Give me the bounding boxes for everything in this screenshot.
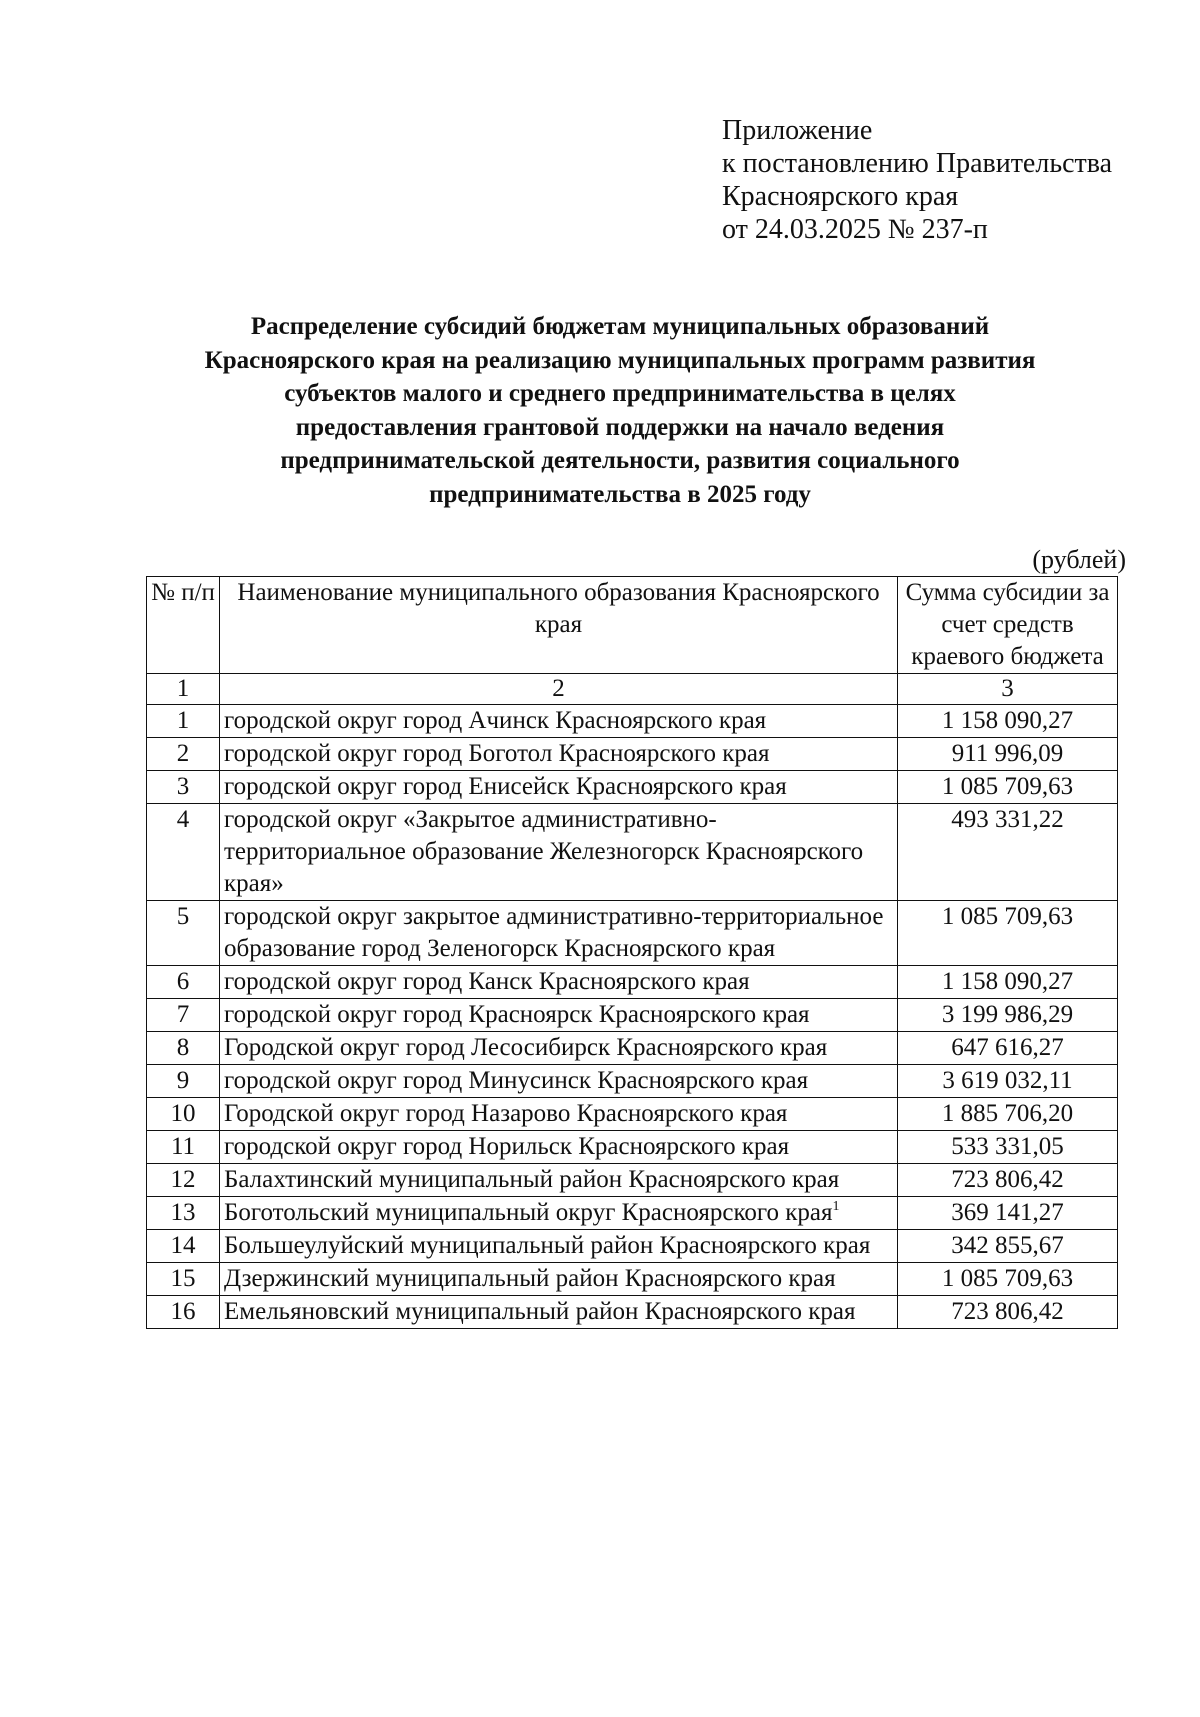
subsidy-amount: 1 885 706,20 — [898, 1098, 1118, 1131]
municipality-name: городской округ город Ачинск Красноярского края — [224, 707, 767, 734]
municipality-name: Городской округ город Назарово Красноярского края — [224, 1100, 788, 1127]
row-number: 1 — [147, 705, 220, 738]
subsidy-amount: 369 141,27 — [898, 1197, 1118, 1230]
table-row — [147, 1296, 1118, 1329]
table-row — [147, 1197, 1118, 1230]
table-row — [147, 1065, 1118, 1098]
subsidy-amount: 342 855,67 — [898, 1230, 1118, 1263]
row-number: 3 — [147, 771, 220, 804]
municipality-name-cell — [220, 1197, 898, 1230]
row-number: 16 — [147, 1296, 220, 1329]
municipality-name: Дзержинский муниципальный район Красноярского края — [224, 1265, 836, 1292]
municipality-name-cell — [220, 1098, 898, 1131]
subsidy-amount: 647 616,27 — [898, 1032, 1118, 1065]
subsidy-amount: 1 158 090,27 — [898, 966, 1118, 999]
subsidy-amount: 3 619 032,11 — [898, 1065, 1118, 1098]
title-line: Красноярского края на реализацию муниципальных программ развития — [204, 346, 1036, 374]
municipality-name-cell — [220, 1296, 898, 1329]
header-sum: Сумма субсидии за счет средств краевого бюджета — [898, 577, 1118, 674]
column-index-row — [147, 674, 1118, 705]
subsidy-amount: 1 085 709,63 — [898, 901, 1118, 966]
municipality-name: городской округ город Красноярск Красноярского края — [224, 1001, 810, 1028]
row-number: 4 — [147, 804, 220, 901]
title-line: предпринимательской деятельности, развития социального — [280, 447, 960, 474]
municipality-name-cell — [220, 1065, 898, 1098]
row-number: 13 — [147, 1197, 220, 1230]
subsidy-amount: 1 158 090,27 — [898, 705, 1118, 738]
table-row — [147, 1164, 1118, 1197]
row-number: 6 — [147, 966, 220, 999]
table-row — [147, 705, 1118, 738]
row-number: 8 — [147, 1032, 220, 1065]
table-row — [147, 771, 1118, 804]
subsidy-amount: 911 996,09 — [898, 738, 1118, 771]
table-row — [147, 1263, 1118, 1296]
municipality-name-cell — [220, 738, 898, 771]
municipality-name-cell — [220, 771, 898, 804]
header-name: Наименование муниципального образования Красноярского края — [220, 577, 898, 674]
municipality-name: Боготольский муниципальный округ Красноярского края — [224, 1199, 833, 1226]
municipality-name: городской округ город Норильск Красноярского края — [224, 1133, 790, 1160]
column-index: 3 — [898, 674, 1118, 705]
column-index: 1 — [147, 674, 220, 705]
row-number: 7 — [147, 999, 220, 1032]
footnote-marker: 1 — [832, 1199, 840, 1214]
row-number: 14 — [147, 1230, 220, 1263]
subsidy-amount: 1 085 709,63 — [898, 771, 1118, 804]
row-number: 10 — [147, 1098, 220, 1131]
subsidy-amount: 533 331,05 — [898, 1131, 1118, 1164]
title-line: предпринимательства в 2025 году — [429, 480, 811, 508]
municipality-name-cell — [220, 1230, 898, 1263]
table-row — [147, 999, 1118, 1032]
appendix-block — [722, 114, 1112, 246]
municipality-name: городской округ город Минусинск Красноярского края — [224, 1067, 809, 1094]
table-header-row — [147, 577, 1118, 674]
appendix-line: Красноярского края — [722, 181, 959, 212]
table-row — [147, 1131, 1118, 1164]
subsidy-amount: 723 806,42 — [898, 1296, 1118, 1329]
title-line: предоставления грантовой поддержки на начало ведения — [295, 413, 945, 441]
document-title — [120, 310, 1120, 511]
title-line: субъектов малого и среднего предпринимательства в целях — [284, 380, 956, 407]
header-num: № п/п — [147, 577, 220, 674]
municipality-name-cell — [220, 1164, 898, 1197]
municipality-name: городской округ город Канск Красноярского края — [224, 968, 750, 995]
municipality-name-cell — [220, 1131, 898, 1164]
row-number: 15 — [147, 1263, 220, 1296]
row-number: 2 — [147, 738, 220, 771]
currency-unit: (рублей) — [1032, 545, 1126, 574]
subsidy-amount: 1 085 709,63 — [898, 1263, 1118, 1296]
municipality-name-cell — [220, 901, 898, 966]
subsidy-amount: 493 331,22 — [898, 804, 1118, 901]
table-row — [147, 966, 1118, 999]
row-number: 11 — [147, 1131, 220, 1164]
table-row — [147, 738, 1118, 771]
municipality-name: городской округ город Боготол Красноярского края — [224, 740, 770, 767]
municipality-name: городской округ «Закрытое административно-территориальное образование Железногорск Красноярского края» — [224, 806, 864, 897]
municipality-name-cell — [220, 999, 898, 1032]
appendix-line: Приложение — [722, 115, 873, 146]
municipality-name: Городской округ город Лесосибирск Красноярского края — [224, 1034, 828, 1061]
row-number: 5 — [147, 901, 220, 966]
table-row — [147, 1032, 1118, 1065]
appendix-line: от 24.03.2025 № 237-п — [722, 214, 988, 245]
municipality-name: городской округ город Енисейск Красноярского края — [224, 773, 787, 800]
municipality-name-cell — [220, 1032, 898, 1065]
municipality-name: Емельяновский муниципальный район Красноярского края — [224, 1298, 856, 1325]
municipality-name: Балахтинский муниципальный район Красноярского края — [224, 1166, 840, 1193]
municipality-name-cell — [220, 1263, 898, 1296]
municipality-name-cell — [220, 705, 898, 738]
appendix-line: к постановлению Правительства — [722, 148, 1113, 179]
column-index: 2 — [220, 674, 898, 705]
subsidy-amount: 723 806,42 — [898, 1164, 1118, 1197]
table-row — [147, 804, 1118, 901]
table-row — [147, 901, 1118, 966]
title-line: Распределение субсидий бюджетам муниципальных образований — [250, 313, 990, 340]
subsidy-amount: 3 199 986,29 — [898, 999, 1118, 1032]
municipality-name: городской округ закрытое административно-территориальное образование город Зеленогорск Красноярского края — [224, 903, 884, 962]
row-number: 12 — [147, 1164, 220, 1197]
table-row — [147, 1098, 1118, 1131]
municipality-name-cell — [220, 966, 898, 999]
table-row — [147, 1230, 1118, 1263]
subsidy-table — [146, 576, 1118, 1329]
municipality-name-cell — [220, 804, 898, 901]
row-number: 9 — [147, 1065, 220, 1098]
municipality-name: Большеулуйский муниципальный район Красноярского края — [224, 1232, 871, 1259]
